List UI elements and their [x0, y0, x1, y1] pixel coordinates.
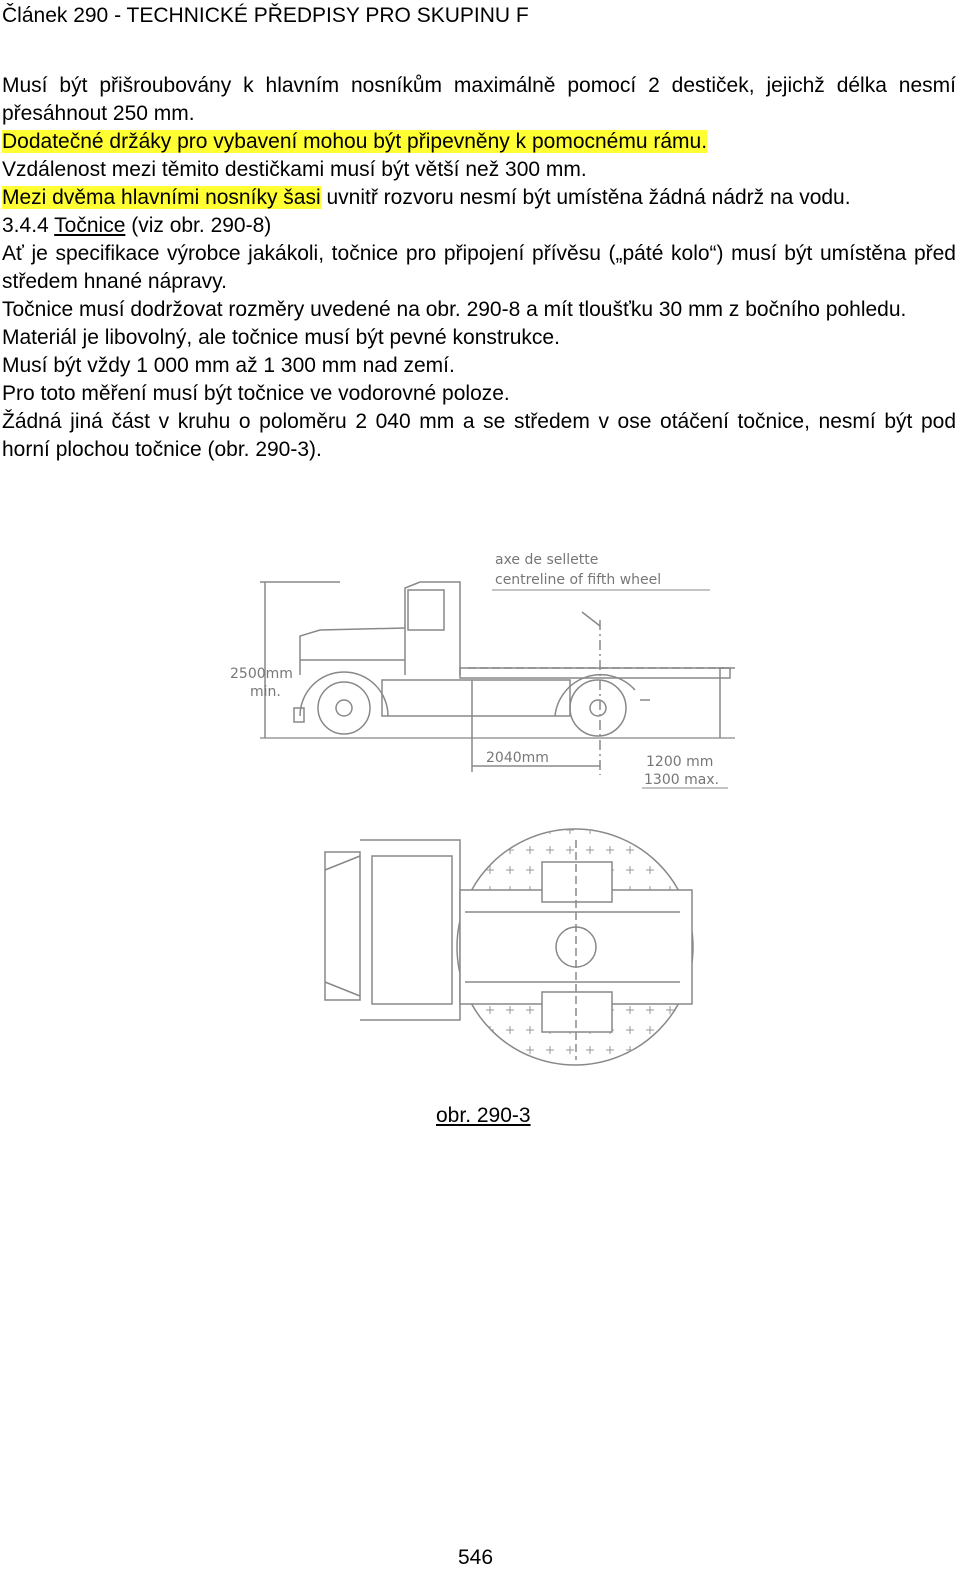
height-label: 2500mm — [230, 666, 293, 682]
section-reference: (viz obr. 290-8) — [125, 214, 272, 237]
article-body — [2, 72, 956, 464]
paragraph: Musí být vždy 1 000 mm až 1 300 mm nad zemí. — [2, 354, 455, 377]
paragraph: Pro toto měření musí být točnice ve vodorovné poloze. — [2, 382, 510, 405]
paragraph: Ať je specifikace výrobce jakákoli, točnice pro připojení přívěsu („páté kolo“) musí být umístěna před středem hnané nápravy. — [2, 242, 956, 293]
section-title-link[interactable]: Točnice — [54, 214, 126, 237]
drawing-svg — [220, 540, 740, 1070]
paragraph: Točnice musí dodržovat rozměry uvedené na obr. 290-8 a mít tloušťku 30 mm z bočního pohledu. — [2, 298, 907, 321]
figure-caption: obr. 290-3 — [436, 1104, 531, 1127]
paragraph: Žádná jiná část v kruhu o poloměru 2 040 mm a se středem v ose otáčení točnice, nesmí být pod horní plochou točnice (obr. 290-3). — [2, 410, 956, 461]
technical-drawing — [220, 540, 740, 1070]
section-number: 3.4.4 — [2, 214, 55, 237]
fifth-wheel-height-label: 1200 mm — [646, 754, 714, 770]
radius-label: 2040mm — [486, 750, 549, 766]
highlighted-text: Mezi dvěma hlavními nosníky šasi — [2, 186, 321, 209]
paragraph — [2, 128, 956, 156]
highlighted-text: Dodatečné držáky pro vybavení mohou být připevněny k pomocnému rámu. — [2, 130, 708, 153]
page-title: Článek 290 - TECHNICKÉ PŘEDPISY PRO SKUPINU F — [2, 4, 529, 27]
axis-label-en: centreline of fifth wheel — [495, 572, 662, 588]
fifth-wheel-max-label: 1300 max. — [644, 772, 720, 788]
paragraph — [2, 184, 956, 212]
paragraph: Musí být přišroubovány k hlavním nosníkům maximálně pomocí 2 destiček, jejichž délka nesmí přesáhnout 250 mm. — [2, 74, 956, 125]
paragraph-text: uvnitř rozvoru nesmí být umístěna žádná nádrž na vodu. — [320, 186, 851, 209]
axis-label-fr: axe de sellette — [495, 552, 599, 568]
height-min-label: min. — [250, 684, 281, 700]
paragraph: Vzdálenost mezi těmito destičkami musí být větší než 300 mm. — [2, 158, 587, 181]
truck-plan-view — [325, 829, 693, 1065]
page-number: 546 — [458, 1546, 494, 1569]
section-heading — [2, 212, 956, 240]
paragraph: Materiál je libovolný, ale točnice musí být pevné konstrukce. — [2, 326, 560, 349]
